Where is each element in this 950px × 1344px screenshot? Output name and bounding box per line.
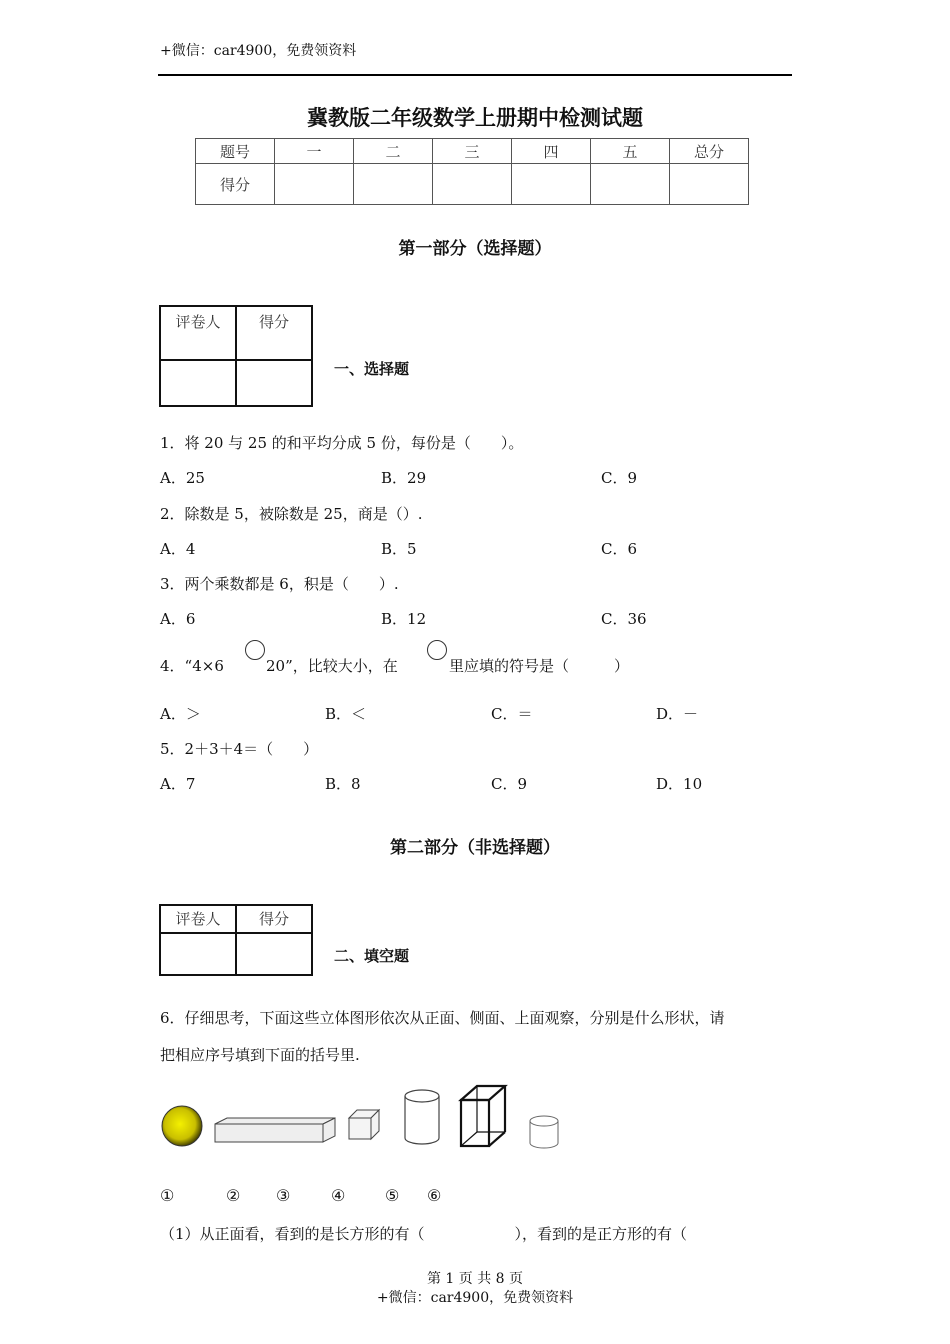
score-header: 五 (591, 139, 670, 164)
question-4-part-a: 4．“4×6 (160, 657, 224, 675)
q2-option-b: B．5 (381, 540, 417, 558)
question-4-part-c: 里应填的符号是（ ） (449, 657, 630, 675)
q5-option-a: A．7 (160, 775, 196, 793)
header-rule (158, 74, 792, 76)
shape-number-6: ⑥ (427, 1186, 442, 1205)
shape-number-4: ④ (331, 1186, 346, 1205)
q1-option-c: C．9 (601, 469, 638, 487)
question-1: 1．将 20 与 25 的和平均分成 5 份，每份是（ ）。 (160, 434, 524, 452)
page-title: 冀教版二年级数学上册期中检测试题 (307, 106, 643, 130)
question-6-line2: 把相应序号填到下面的括号里. (160, 1046, 360, 1064)
question-5: 5．2＋3＋4＝（ ） (160, 740, 319, 758)
q3-option-c: C．36 (601, 610, 647, 628)
part2-title: 第二部分（非选择题） (390, 838, 560, 858)
score-header: 一 (275, 139, 354, 164)
score-table (195, 138, 749, 205)
score-header: 总分 (670, 139, 749, 164)
shape-number-3: ③ (276, 1186, 291, 1205)
q5-option-c: C．9 (491, 775, 528, 793)
q2-option-c: C．6 (601, 540, 638, 558)
score-cell (354, 164, 433, 205)
question-2: 2．除数是 5，被除数是 25，商是（）. (160, 505, 423, 523)
shape-number-1: ① (160, 1186, 175, 1205)
page-number: 第 1 页 共 8 页 (426, 1271, 524, 1287)
score-header: 题号 (196, 139, 275, 164)
cube-shape (349, 1110, 379, 1139)
score-cell (591, 164, 670, 205)
grader-cell (236, 933, 312, 975)
part2-section-title: 二、填空题 (334, 947, 410, 965)
score-cell (512, 164, 591, 205)
q4-option-d: D．－ (656, 705, 699, 723)
sphere-shape (162, 1106, 202, 1146)
q4-option-b: B．＜ (325, 705, 367, 723)
compare-circle (245, 640, 265, 660)
grader-cell (160, 933, 236, 975)
score-header: 四 (512, 139, 591, 164)
question-6-sub-1: （1）从正面看，看到的是长方形的有（ ），看到的是正方形的有（ (160, 1225, 688, 1243)
footer-watermark: +微信：car4900，免费领资料 (376, 1290, 574, 1306)
q4-option-a: A．＞ (160, 705, 201, 723)
score-row-label: 得分 (196, 164, 275, 205)
shape-number-5: ⑤ (385, 1186, 400, 1205)
question-6-line1: 6．仔细思考，下面这些立体图形依次从正面、侧面、上面观察，分别是什么形状，请 (160, 1009, 725, 1027)
wireframe-cuboid-shape (461, 1086, 505, 1146)
q4-option-c: C．＝ (491, 705, 533, 723)
grader-reviewer-label: 评卷人 (160, 905, 236, 933)
q3-option-b: B．12 (381, 610, 427, 628)
shape-number-2: ② (226, 1186, 241, 1205)
part1-title: 第一部分（选择题） (398, 239, 552, 259)
question-3: 3．两个乘数都是 6，积是（ ）. (160, 575, 399, 593)
part1-section-title: 一、选择题 (334, 360, 410, 378)
grader-score-label: 得分 (236, 905, 312, 933)
part1-grader-box (159, 305, 313, 407)
long-cuboid-shape (215, 1118, 335, 1142)
question-4-part-b: 20”，比较大小，在 (266, 657, 398, 675)
q5-option-b: B．8 (325, 775, 361, 793)
score-cell (275, 164, 354, 205)
header-watermark: +微信：car4900，免费领资料 (160, 43, 357, 59)
part2-grader-box (159, 904, 313, 976)
q1-option-a: A．25 (160, 469, 205, 487)
score-header: 三 (433, 139, 512, 164)
short-cylinder-shape (530, 1116, 558, 1148)
grader-reviewer-label: 评卷人 (160, 306, 236, 360)
grader-score-label: 得分 (236, 306, 312, 360)
score-cell (433, 164, 512, 205)
score-header: 二 (354, 139, 433, 164)
solid-shapes-figure (155, 1080, 575, 1170)
q5-option-d: D．10 (656, 775, 703, 793)
score-cell (670, 164, 749, 205)
q2-option-a: A．4 (160, 540, 196, 558)
grader-cell (160, 360, 236, 406)
q1-option-b: B．29 (381, 469, 427, 487)
tall-cylinder-shape (405, 1090, 439, 1144)
q3-option-a: A．6 (160, 610, 196, 628)
grader-cell (236, 360, 312, 406)
compare-circle (427, 640, 447, 660)
